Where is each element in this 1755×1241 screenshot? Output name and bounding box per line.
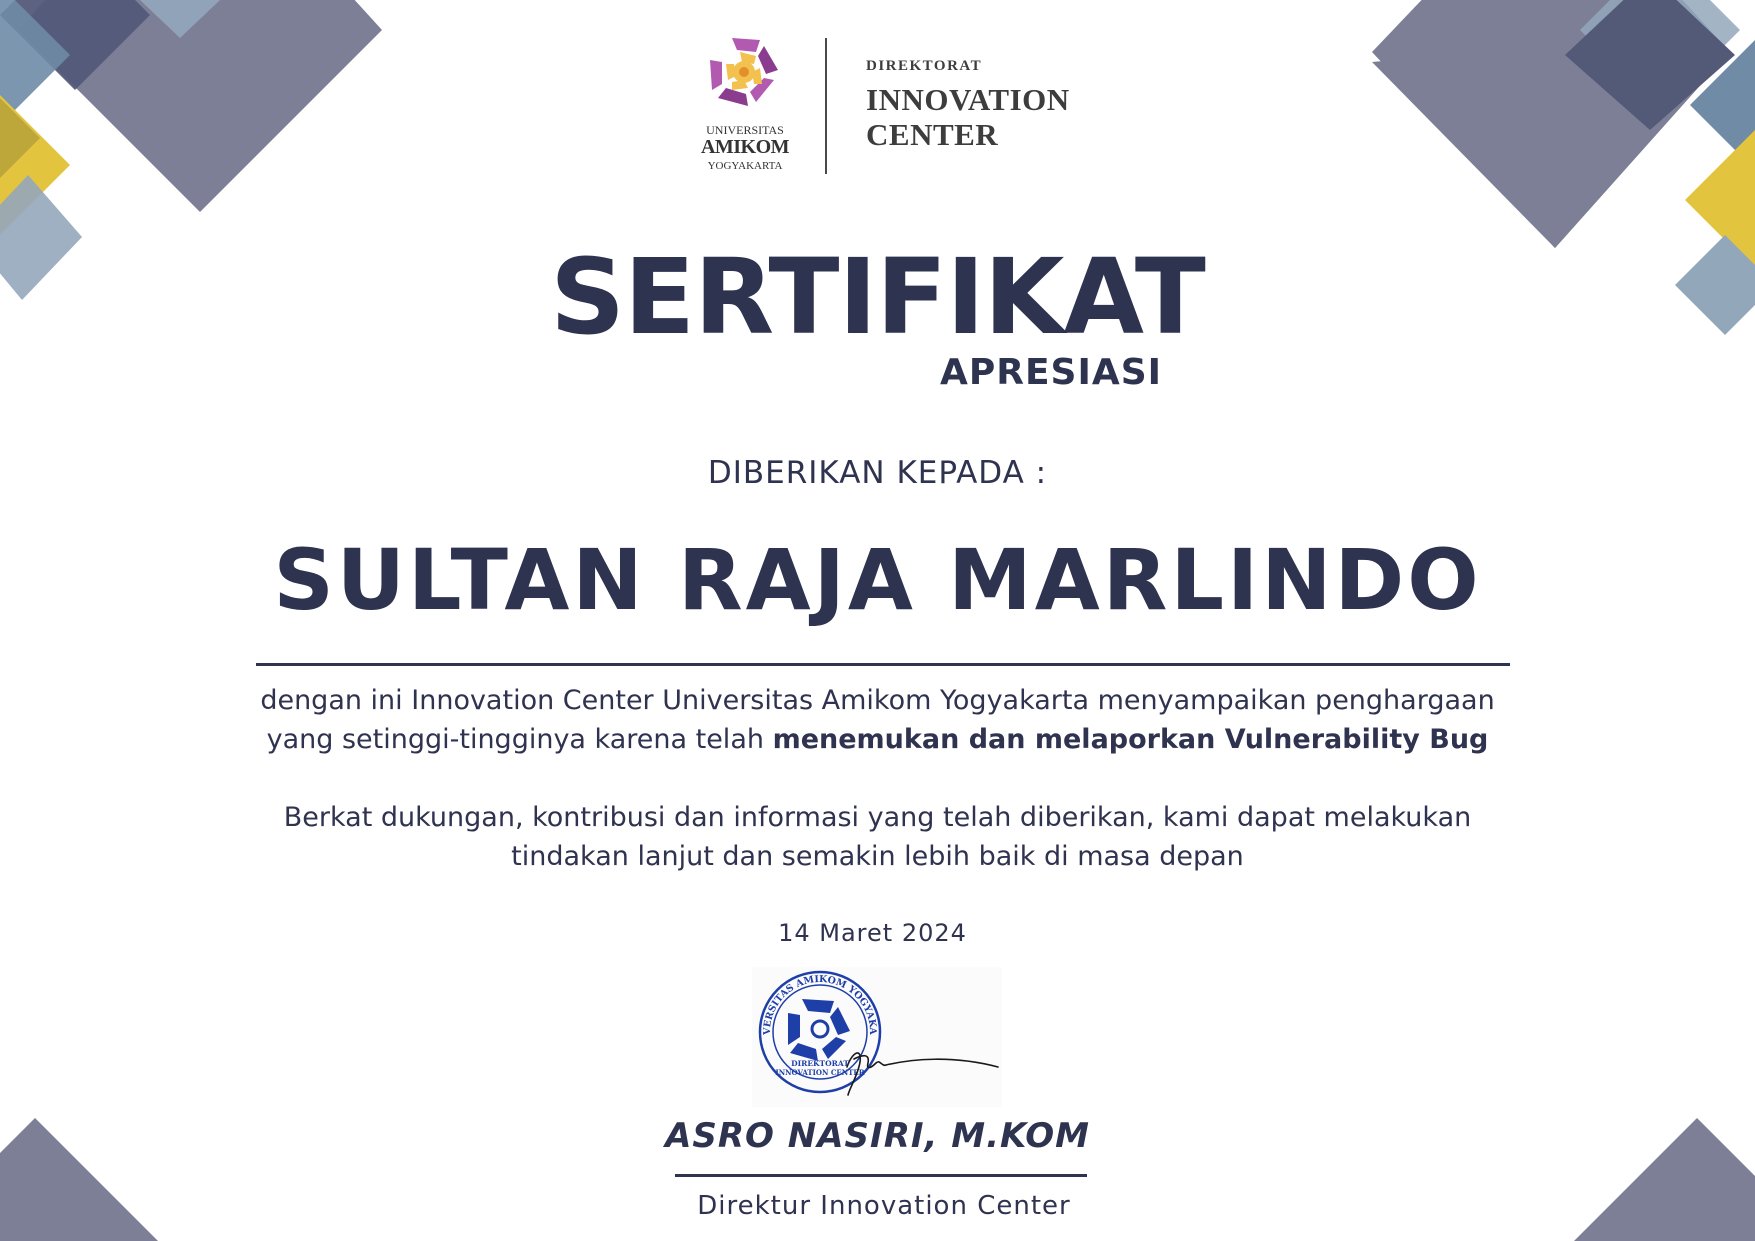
university-name-line1: UNIVERSITAS (706, 123, 784, 137)
stamp-bottom-line1: DIREKTORAT (791, 1059, 849, 1068)
official-stamp (752, 967, 1002, 1107)
directorate-name-line1: INNOVATION (866, 82, 1070, 117)
stamp-emblem-icon (788, 999, 850, 1061)
appreciation-paragraph (0, 681, 1755, 759)
recipient-name: SULTAN RAJA MARLINDO (273, 531, 1482, 629)
stamp-bottom-line2: INNOVATION CENTER (775, 1068, 865, 1077)
given-to-label: DIBERIKAN KEPADA : (707, 455, 1048, 491)
header-divider (825, 38, 827, 174)
certificate-subtitle: APRESIASI (940, 352, 1163, 393)
stamp-signature-area (752, 967, 1002, 1107)
certificate-title: SERTIFIKAT (550, 236, 1205, 358)
signature-line (675, 1174, 1087, 1177)
achievement-text: menemukan dan melaporkan Vulnerability Bug (772, 724, 1489, 755)
university-name-line3: YOGYAKARTA (707, 160, 783, 172)
directorate-label: DIREKTORAT (866, 58, 983, 74)
paragraph-text: yang setinggi-tingginya karena telah (266, 724, 773, 755)
signer-name: ASRO NASIRI, M.KOM (665, 1116, 1090, 1156)
amikom-pentagon-icon (704, 34, 784, 114)
certificate-date: 14 Maret 2024 (778, 919, 967, 947)
paragraph-line: tindakan lanjut dan semakin lebih baik di masa depan (511, 841, 1244, 872)
paragraph-line: Berkat dukungan, kontribusi dan informasi yang telah diberikan, kami dapat melakukan (283, 802, 1472, 833)
handwritten-signature (847, 1053, 998, 1095)
gratitude-paragraph (0, 798, 1755, 876)
university-name-line2: AMIKOM (700, 136, 790, 158)
certificate-header (0, 30, 1755, 180)
university-logo (700, 30, 790, 180)
paragraph-line (0, 720, 1755, 759)
signer-role: Direktur Innovation Center (697, 1191, 1071, 1221)
paragraph-line: dengan ini Innovation Center Universitas Amikom Yogyakarta menyampaikan penghargaan (260, 685, 1495, 716)
recipient-underline (256, 663, 1510, 666)
directorate-name-line2: CENTER (866, 117, 999, 152)
stamp-ring-text: VERSITAS AMIKOM YOGYAKA (761, 973, 879, 1036)
